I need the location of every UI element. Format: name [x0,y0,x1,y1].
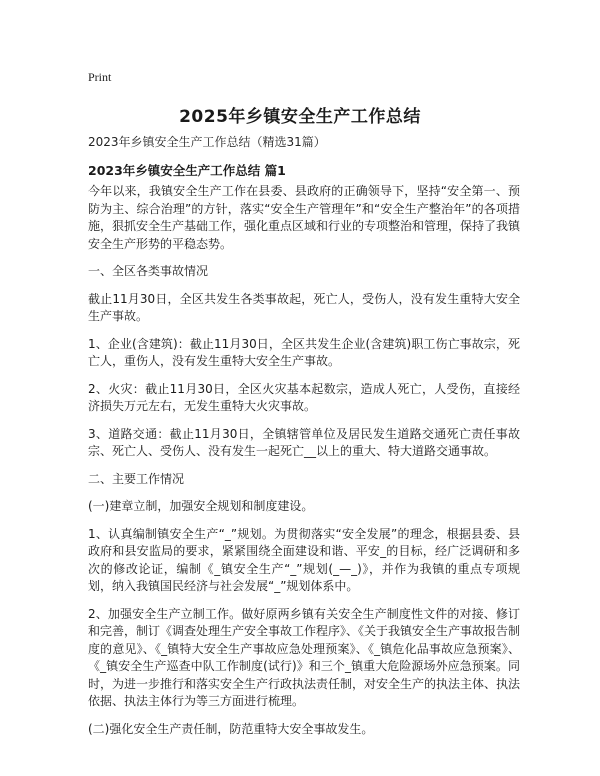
paragraph: 二、主要工作情况 [88,471,185,486]
paragraph: 今年以来，我镇安全生产工作在县委、县政府的正确领导下，坚持“安全第一、预防为主、综合治理”的方针，落实“安全生产管理年”和“安全生产整治年”的各项措施，狠抓安全生产基础工作，强化重点区域和行业的专项整治和管理，保持了我镇安全生产形势的平稳态势。 [88,184,521,251]
document-body [88,183,520,748]
paragraph: (一)建章立制，加强安全规划和制度建设。 [88,499,314,513]
paragraph: 2、加强安全生产立制工作。做好原两乡镇有关安全生产制度性文件的对接、修订和完善，制订《调查处理生产安全事故工作程序》、《关于我镇安全生产事故报告制度的意见》、《_镇特大安全生产事故应急处理预案》、《_镇危化品事故应急预案》、《_镇安全生产巡查中队工作制度(试行)》和三个_镇重大危险源场外应急预案。同时，为进一步推行和落实安全生产行政执法责任制，对安全生产的执法主体、执法依据、执法主体行为等三方面进行梳理。 [88,606,521,708]
document-subtitle: 2023年乡镇安全生产工作总结（精选31篇） [88,135,326,149]
paragraph: 截止11月30日，全区共发生各类事故起，死亡人，受伤人，没有发生重特大安全生产事故。 [88,291,520,323]
paragraph: 3、道路交通：截止11月30日，全镇辖管单位及居民发生道路交通死亡责任事故宗、死亡人、受伤人、没有发生一起死亡__以上的重大、特大道路交通事故。 [88,426,520,458]
section-heading: 2023年乡镇安全生产工作总结 篇1 [88,163,286,178]
paragraph: (二)强化安全生产责任制，防范重特大安全事故发生。 [88,721,374,736]
print-label: Print [88,70,112,84]
paragraph: 一、全区各类事故情况 [88,264,209,278]
paragraph: 1、企业(含建筑)：截止11月30日，全区共发生企业(含建筑)职工伤亡事故宗，死亡人，重伤人，没有发生重特大安全生产事故。 [88,336,520,368]
paragraph: 1、认真编制镇安全生产“_”规划。为贯彻落实“安全发展”的理念，根据县委、县政府和县安监局的要求，紧紧围绕全面建设和谐、平安_的目标，经广泛调研和多次的修改论证，编制《_镇安全生产“_”规划(_—_)》，并作为我镇的重点专项规划，纳入我镇国民经济与社会发展“_”规划体系中。 [88,526,520,593]
paragraph: 2、火灾：截止11月30日，全区火灾基本起数宗，造成人死亡，人受伤，直接经济损失万元左右，无发生重特大火灾事故。 [88,381,520,413]
document-title: 2025年乡镇安全生产工作总结 [179,107,421,127]
